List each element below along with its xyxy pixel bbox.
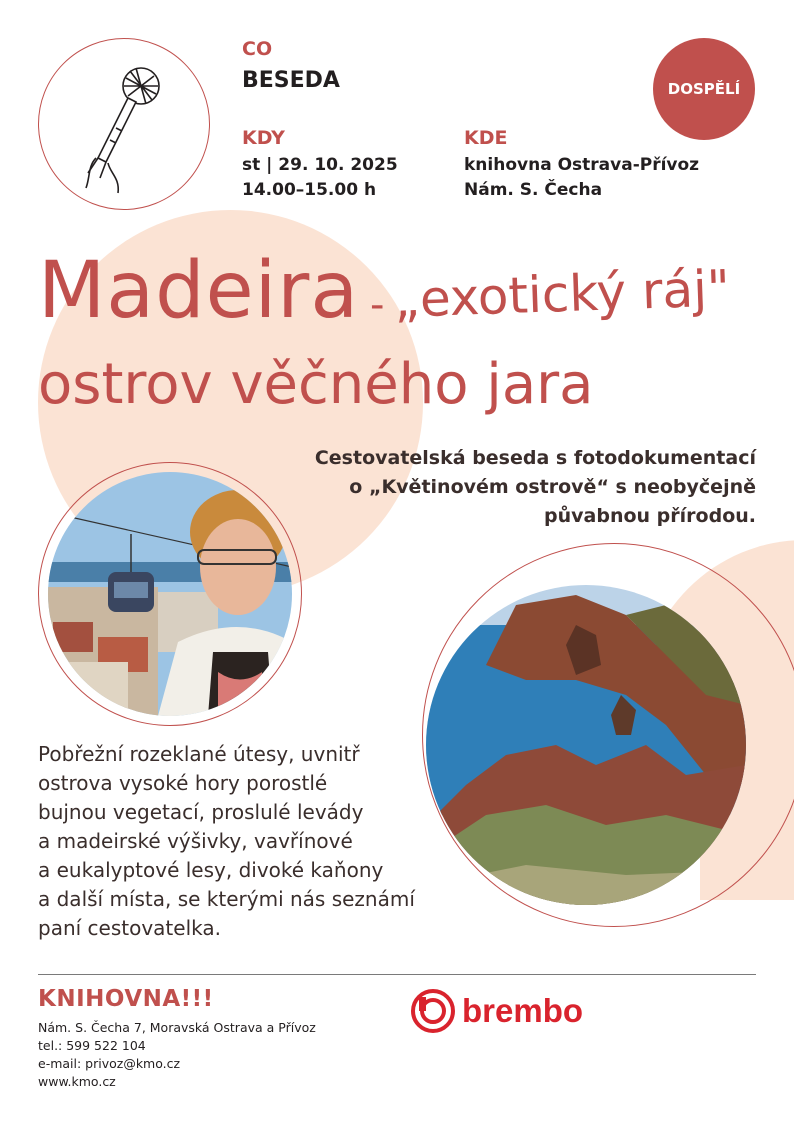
where-address: Nám. S. Čecha bbox=[464, 180, 603, 200]
footer-divider bbox=[38, 974, 756, 975]
footer-brand: KNIHOVNA!!! bbox=[38, 986, 214, 1012]
intro-line-2: o „Květinovém ostrově“ s neobyčejně bbox=[349, 476, 756, 498]
when-time: 14.00–15.00 h bbox=[242, 180, 377, 200]
headline-quote: „exotický ráj" bbox=[392, 259, 731, 329]
description-line-1: Pobřežní rozeklané útesy, uvnitř bbox=[38, 742, 360, 766]
where-label: KDE bbox=[464, 127, 508, 149]
headline-main: Madeira bbox=[38, 246, 360, 336]
when-label: KDY bbox=[242, 127, 285, 149]
headline-dash: - bbox=[370, 282, 385, 328]
intro-line-3: půvabnou přírodou. bbox=[544, 505, 756, 527]
description-line-7: paní cestovatelka. bbox=[38, 916, 221, 940]
what-value: BESEDA bbox=[242, 68, 340, 93]
description-line-6: a další místa, se kterými nás seznámí bbox=[38, 887, 415, 911]
footer-web: www.kmo.cz bbox=[38, 1074, 116, 1089]
microphone-icon bbox=[38, 38, 210, 210]
description-text bbox=[38, 740, 478, 943]
footer-address: Nám. S. Čecha 7, Moravská Ostrava a Přívoz bbox=[38, 1020, 316, 1035]
description-line-3: bujnou vegetací, proslulé levády bbox=[38, 800, 364, 824]
audience-badge bbox=[653, 38, 755, 140]
description-line-4: a madeirské výšivky, vavřínové bbox=[38, 829, 353, 853]
presenter-photo bbox=[48, 472, 292, 716]
headline-subtitle: ostrov věčného jara bbox=[38, 352, 594, 417]
where-place: knihovna Ostrava-Přívoz bbox=[464, 155, 700, 175]
sponsor-name: brembo bbox=[462, 992, 584, 1029]
brembo-logo-icon bbox=[410, 988, 456, 1034]
footer-contact bbox=[38, 1019, 316, 1091]
sponsor-logo bbox=[410, 988, 583, 1034]
what-label: CO bbox=[242, 38, 273, 60]
description-line-5: a eukalyptové lesy, divoké kaňony bbox=[38, 858, 384, 882]
audience-badge-label: DOSPĚLÍ bbox=[667, 80, 741, 98]
when-date: st | 29. 10. 2025 bbox=[242, 155, 398, 175]
footer-phone: tel.: 599 522 104 bbox=[38, 1038, 146, 1053]
intro-text bbox=[196, 444, 756, 531]
microphone-circle bbox=[38, 38, 210, 210]
footer-email: e-mail: privoz@kmo.cz bbox=[38, 1056, 181, 1071]
intro-line-1: Cestovatelská beseda s fotodokumentací bbox=[314, 447, 756, 469]
description-line-2: ostrova vysoké hory porostlé bbox=[38, 771, 328, 795]
